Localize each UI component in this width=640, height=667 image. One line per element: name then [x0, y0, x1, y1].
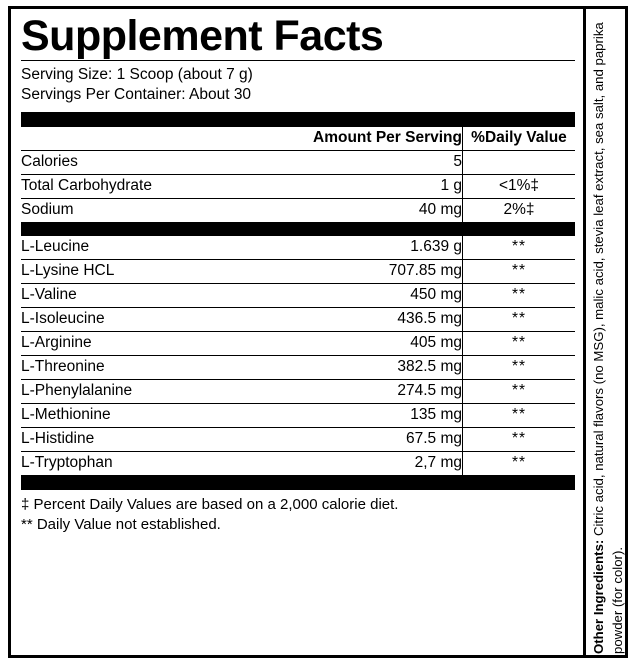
supplement-facts-main: [11, 9, 583, 655]
amino-name: L-Valine: [21, 283, 286, 307]
table-row: [21, 355, 575, 379]
amino-name: L-Methionine: [21, 403, 286, 427]
amino-dv: **: [463, 331, 576, 355]
other-ingredients-text: [590, 14, 625, 654]
nutrients-table: [21, 127, 575, 222]
amino-amount: 1.639 g: [286, 236, 462, 260]
nutrient-amount: 5: [227, 150, 462, 174]
amino-name: L-Histidine: [21, 427, 286, 451]
table-row: [21, 283, 575, 307]
amino-name: L-Arginine: [21, 331, 286, 355]
nutrient-name: Sodium: [21, 200, 74, 218]
amino-dv: **: [463, 427, 576, 451]
amino-dv: **: [463, 451, 576, 475]
table-row: [21, 174, 575, 198]
table-row: [21, 307, 575, 331]
serving-size: Serving Size: 1 Scoop (about 7 g): [21, 66, 253, 83]
amino-dv: **: [463, 403, 576, 427]
amino-name: L-Isoleucine: [21, 307, 286, 331]
nutrient-dv: <1%‡: [463, 174, 576, 198]
page-title: Supplement Facts: [21, 12, 384, 60]
other-ingredients-heading: Other Ingredients:: [591, 539, 606, 654]
amino-amount: 450 mg: [286, 283, 462, 307]
amino-amount: 67.5 mg: [286, 427, 462, 451]
amino-amount: 707.85 mg: [286, 259, 462, 283]
supplement-facts-panel: [8, 6, 628, 658]
amino-section-black-bar: [21, 222, 575, 236]
table-row: [21, 451, 575, 475]
servings-per-container: Servings Per Container: About 30: [21, 85, 252, 103]
amino-dv: **: [463, 355, 576, 379]
header-black-bar: [21, 112, 575, 127]
nutrient-dv: [463, 150, 576, 174]
header-amount-per-serving: Amount Per Serving: [227, 127, 462, 151]
header-blank: [21, 127, 227, 151]
amino-amount: 436.5 mg: [286, 307, 462, 331]
amino-amount: 405 mg: [286, 331, 462, 355]
amino-dv: **: [463, 236, 576, 260]
table-row: [21, 403, 575, 427]
table-row: [21, 331, 575, 355]
amino-name: L-Tryptophan: [21, 453, 113, 471]
table-row: [21, 427, 575, 451]
amino-amount: 2,7 mg: [414, 453, 462, 471]
amino-amount: 382.5 mg: [286, 355, 462, 379]
footnote-daily-values: ‡ Percent Daily Values are based on a 2,000 calorie diet.: [21, 495, 399, 513]
table-row: [21, 379, 575, 403]
amino-dv: **: [463, 379, 576, 403]
amino-dv: **: [463, 307, 576, 331]
other-ingredients-body: Citric acid, natural flavors (no MSG), malic acid, stevia leaf extract, sea salt, and paprika powder (for color).: [591, 22, 625, 654]
amino-amount: 135 mg: [286, 403, 462, 427]
amino-name: L-Lysine HCL: [21, 259, 286, 283]
table-row: [21, 150, 575, 174]
amino-name: L-Leucine: [21, 236, 286, 260]
footnotes: [21, 490, 575, 536]
table-header-row: [21, 127, 575, 151]
amino-acids-table: [21, 236, 575, 475]
amino-dv: **: [463, 283, 576, 307]
table-row: [21, 198, 575, 222]
nutrient-dv: 2%‡: [463, 198, 576, 222]
footer-black-bar: [21, 475, 575, 490]
nutrient-name: Calories: [21, 150, 227, 174]
nutrient-amount: 40 mg: [418, 200, 462, 218]
header-daily-value: %Daily Value: [463, 127, 576, 151]
table-row: [21, 259, 575, 283]
nutrient-name: Total Carbohydrate: [21, 174, 227, 198]
amino-amount: 274.5 mg: [286, 379, 462, 403]
nutrient-amount: 1 g: [227, 174, 462, 198]
other-ingredients-column: [583, 9, 625, 655]
table-row: [21, 236, 575, 260]
amino-dv: **: [463, 259, 576, 283]
footnote-dv-not-established: ** Daily Value not established.: [21, 515, 221, 533]
amino-name: L-Threonine: [21, 355, 286, 379]
amino-name: L-Phenylalanine: [21, 379, 286, 403]
